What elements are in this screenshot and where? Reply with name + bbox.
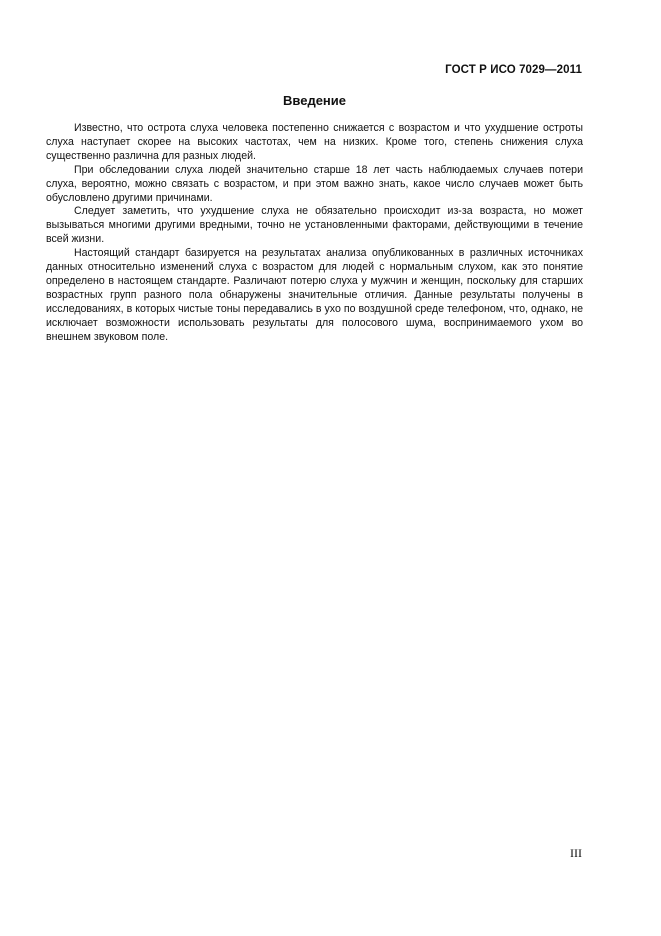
page-number: III — [570, 846, 582, 860]
paragraph: Следует заметить, что ухудшение слуха не обязательно происходит из-за возраста, но может вызываться многими другими вредными, точно не установленными факторами, действующими в течение всей жизни. — [46, 205, 583, 246]
section-title: Введение — [283, 93, 346, 108]
document-header: ГОСТ Р ИСО 7029—2011 — [445, 64, 582, 76]
paragraph: Настоящий стандарт базируется на результатах анализа опубликованных в различных источниках данных относительно изменений слуха с возрастом для людей с нормальным слухом, как это понятие определено в настоящем стандарте. Различают потерю слуха у мужчин и женщин, поскольку для старших возрастных групп разного пола обнаружены значительные отличия. Данные результаты получены в исследованиях, в которых чистые тоны передавались в ухо по воздушной среде телефоном, что, однако, не исключает возможности использовать результаты для полосового шума, воспринимаемого ухом во внешнем звуковом поле. — [46, 247, 583, 343]
body-text — [46, 122, 583, 345]
paragraph: Известно, что острота слуха человека постепенно снижается с возрастом и что ухудшение остроты слуха наступает скорее на высоких частотах, чем на низких. Кроме того, степень снижения слуха существенно различна для разных людей. — [46, 122, 583, 162]
paragraph: При обследовании слуха людей значительно старше 18 лет часть наблюдаемых случаев потери слуха, вероятно, можно связать с возрастом, и при этом важно знать, какое число случаев может быть обусловлено другими причинами. — [46, 163, 583, 204]
